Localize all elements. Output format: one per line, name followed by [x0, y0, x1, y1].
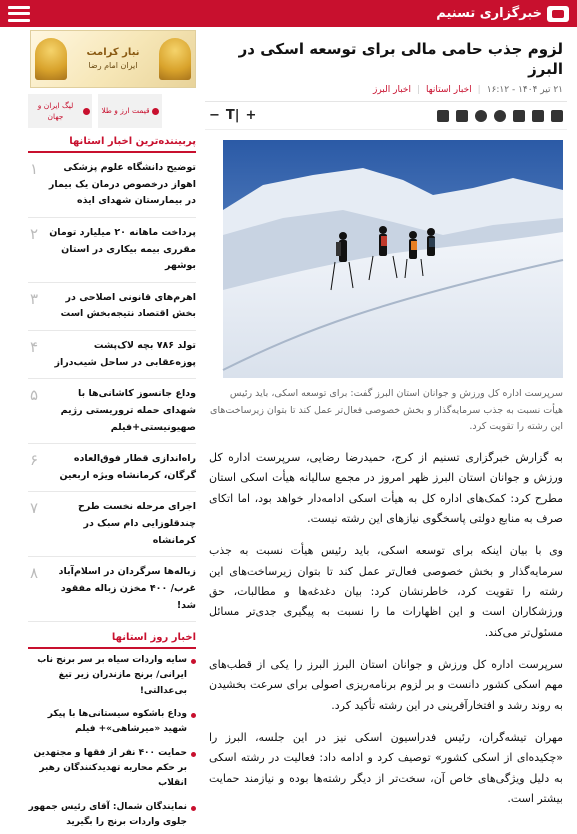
list-item[interactable]: زباله‌ها سرگردان در اسلام‌آباد غرب/ ۴۰۰ مخزن زباله مفقود شد! ۸: [28, 557, 196, 622]
hamburger-menu-icon[interactable]: [8, 6, 30, 22]
site-logo[interactable]: [436, 6, 569, 22]
font-increase-button[interactable]: +: [246, 108, 257, 123]
football-icon: [83, 108, 90, 115]
comment-icon[interactable]: [551, 110, 563, 122]
share-icons: [437, 110, 563, 122]
bullet-icon: [191, 659, 196, 664]
whatsapp-icon[interactable]: [494, 110, 506, 122]
font-size-tools: [209, 108, 256, 123]
top-news-list: [28, 153, 196, 622]
brand-name: خبرگزاری تسنیم: [436, 6, 542, 21]
article-paragraph-2: وی با بیان اینکه برای توسعه اسکی، باید رئیس هیأت نسبت به جذب سرمایه‌گذار و بخش خصوصی فعال‌تر عمل کند تا بتوان زیرساخت‌های این رشته را تقویت کرد، خاطرنشان کرد: بیان دغدغه‌ها و مطالبات، حق ورزشکاران است و این اظهارات ما را نسبت به پیگیری جدی‌تر مسائل مسئول‌تر می‌کند.: [205, 535, 567, 649]
link-icon[interactable]: [513, 110, 525, 122]
photo-caption: سرپرست اداره کل ورزش و جوانان استان البرز گفت: برای توسعه اسکی، باید رئیس هیأت نسبت به جذب سرمایه‌گذار و بخش خصوصی فعال‌تر عمل کند تا بتوان زیرساخت‌های این رشته را تقویت کرد.: [205, 378, 567, 442]
list-item[interactable]: وداع جانسوز کاشانی‌ها با شهدای حمله تروریستی رژیم صهیونیستی+فیلم ۵: [28, 379, 196, 444]
font-size-icon: T|: [226, 108, 240, 123]
bullet-icon: [191, 752, 196, 757]
email-icon[interactable]: [437, 110, 449, 122]
list-item[interactable]: تولد ۷۸۶ بچه لاک‌پشت پوزه‌عقابی در ساحل شیب‌دراز ۴: [28, 331, 196, 379]
article-date: ۲۱ تیر ۱۴۰۴ - ۱۶:۱۲: [487, 85, 563, 95]
sidebar: [28, 30, 196, 800]
list-item[interactable]: پرداخت ماهانه ۲۰ میلیارد تومان مقرری بیمه بیکاری در استان بوشهر ۲: [28, 218, 196, 283]
telegram-icon[interactable]: [475, 110, 487, 122]
article-paragraph-1: به گزارش خبرگزاری تسنیم از کرج، حمیدرضا رضایی، سرپرست اداره کل ورزش و جوانان استان البرز ظهر امروز در مجمع سالیانه هیأت اسکی استان مطرح کرد: کمک‌های اداره کل به هیأت اسکی ادامه‌دار خواهد بود، اما اتکای صرف به منابع دولتی پاسخگوی نیازهای این رشته نیست.: [205, 442, 567, 535]
day-news-list: [28, 649, 196, 834]
font-decrease-button[interactable]: −: [209, 108, 220, 123]
list-item[interactable]: توضیح دانشگاه علوم پزشکی اهواز درخصوص درمان یک بیمار در بیمارستان شهدای ایذه ۱: [28, 153, 196, 218]
list-item[interactable]: حمایت ۴۰۰ نفر از فقها و مجتهدین بر حکم محاربه تهدیدکنندگان رهبر انقلاب: [28, 742, 196, 796]
tasnim-logo-icon: [547, 6, 569, 22]
currency-gold-link[interactable]: قیمت ارز و طلا: [98, 94, 162, 128]
list-item[interactable]: اهرم‌های قانونی اصلاحی در بخش اقتصاد نتیجه‌بخش است ۳: [28, 283, 196, 331]
top-bar: [0, 0, 577, 27]
list-item[interactable]: اجرای مرحله نخست طرح چندقلوزایی دام سبک در کرمانشاه ۷: [28, 492, 196, 557]
bullet-icon: [191, 713, 196, 718]
article-paragraph-3: سرپرست اداره کل ورزش و جوانان استان البرز البرز را یکی از قطب‌های مهم اسکی کشور دانست و بر لزوم برنامه‌ریزی اصولی برای سرعت بخشیدن به روند رشد و افتخارآفرینی در این رشته تأکید کرد.: [205, 649, 567, 722]
list-item[interactable]: سایه واردات سیاه بر سر برنج ناب ایرانی/ برنج مازندران زیر تیغ بی‌عدالتی!: [28, 649, 196, 703]
article-column: [205, 30, 567, 800]
league-link[interactable]: لیگ ایران و جهان: [28, 94, 92, 128]
promo-banner[interactable]: [30, 30, 196, 88]
shrine-dome-icon: [159, 38, 191, 80]
list-item[interactable]: وداع باشکوه سیستانی‌ها با پیکر شهید «میرشاهی»+ فیلم: [28, 703, 196, 742]
article-toolbar: [205, 102, 567, 130]
article-meta: ۲۱ تیر ۱۴۰۴ - ۱۶:۱۲ | اخبار استانها | اخبار البرز: [205, 85, 567, 102]
ski-mountain-image: [223, 140, 563, 378]
shrine-dome-icon: [35, 38, 67, 80]
day-news-heading: اخبار روز استانها: [28, 632, 196, 649]
article-title: لزوم جذب حامی مالی برای توسعه اسکی در البرز: [205, 30, 567, 85]
print-icon[interactable]: [532, 110, 544, 122]
dollar-icon: [152, 108, 159, 115]
quick-links: [28, 94, 196, 128]
twitter-icon[interactable]: [456, 110, 468, 122]
banner-subtitle: نبار کرامت: [67, 46, 159, 60]
banner-title: ایران امام رضا: [67, 60, 159, 71]
article-paragraph-4: مهران تیشه‌گران، رئیس فدراسیون اسکی نیز در این جلسه، البرز را «چکیده‌ای از اسکی کشور» توصیف کرد و ادامه داد: فعالیت در رشته اسکی به دلیل ویژگی‌های خاص آن، سخت‌تر از دیگر رشته‌ها بوده و نیازمند حمایت بیشتر است.: [205, 722, 567, 815]
tag-alborz[interactable]: اخبار البرز: [373, 85, 411, 95]
list-item[interactable]: نمایندگان شمال: آقای رئیس جمهور جلوی واردات برنج را بگیرید: [28, 796, 196, 834]
tag-provinces[interactable]: اخبار استانها: [426, 85, 472, 95]
list-item[interactable]: راه‌اندازی قطار فوق‌العاده گرگان، کرمانشاه ویژه اربعین ۶: [28, 444, 196, 492]
bullet-icon: [191, 806, 196, 811]
article-photo: [223, 140, 563, 378]
top-news-heading: پربیننده‌ترین اخبار استانها: [28, 136, 196, 153]
